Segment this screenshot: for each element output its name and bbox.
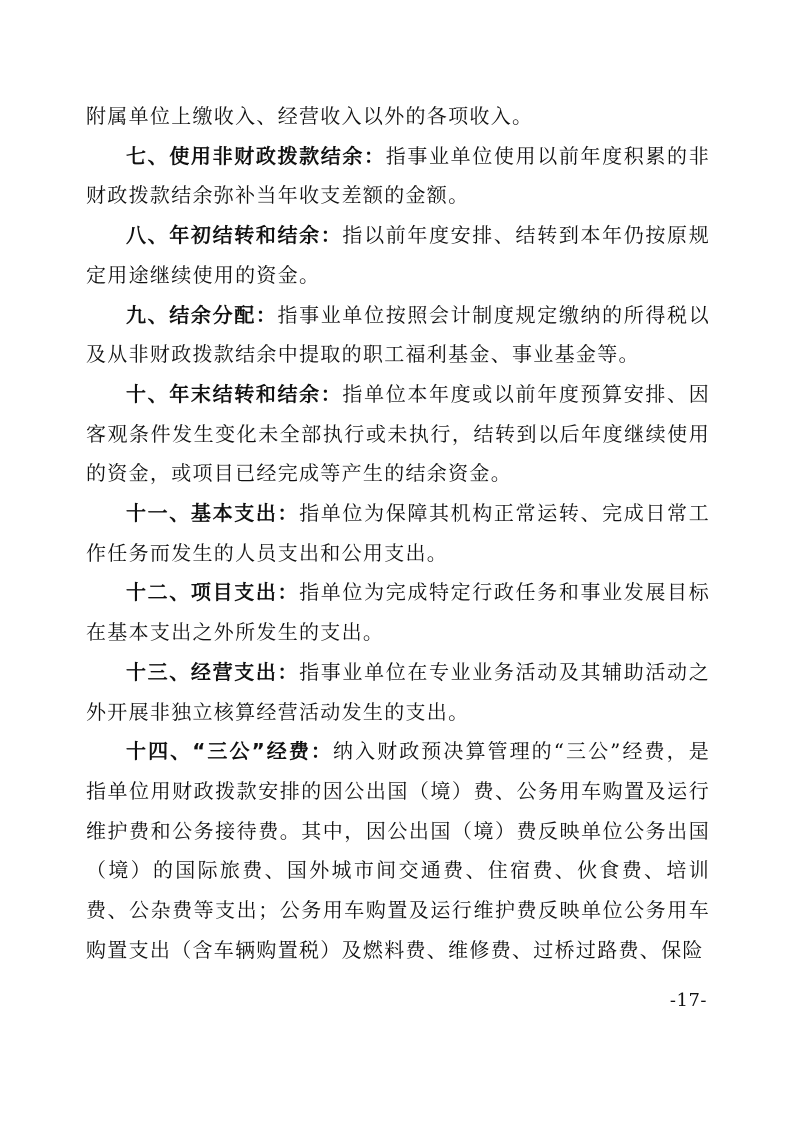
paragraph-term: 九、结余分配： — [126, 302, 278, 327]
paragraph-text: 指单位为保障其机构正常运转、完成日常工作任务而发生的人员支出和公用支出。 — [86, 501, 710, 565]
paragraph-14 — [86, 732, 710, 970]
paragraph-term: 十、年末结转和结余： — [126, 381, 343, 406]
paragraph-term: 十二、项目支出： — [126, 580, 300, 605]
paragraph-8 — [86, 216, 710, 295]
paragraph-term: 十三、经营支出： — [126, 659, 300, 684]
paragraph-text: 纳入财政预决算管理的“三公”经费，是指单位用财政拨款安排的因公出国（境）费、公务用车购置及运行维护费和公务接待费。其中，因公出国（境）费反映单位公务出国（境）的国际旅费、国外城市间交通费、住宿费、伙食费、培训费、公杂费等支出；公务用车购置及运行维护费反映单位公务用车购置支出（含车辆购置税）及燃料费、维修费、过桥过路费、保险 — [86, 739, 710, 962]
paragraph-text: 指事业单位按照会计制度规定缴纳的所得税以及从非财政拨款结余中提取的职工福利基金、事业基金等。 — [86, 302, 710, 367]
paragraph-9 — [86, 296, 710, 375]
paragraph-term: 十一、基本支出： — [126, 501, 300, 526]
body-text — [86, 97, 710, 970]
paragraph-term: 十四、“三公”经费： — [126, 739, 334, 764]
paragraph-12 — [86, 573, 710, 652]
paragraph-text: 指单位本年度或以前年度预算安排、因客观条件发生变化未全部执行或未执行，结转到以后年度继续使用的资金，或项目已经完成等产生的结余资金。 — [86, 381, 710, 486]
paragraph-term: 七、使用非财政拨款结余： — [126, 143, 386, 168]
paragraph-7 — [86, 137, 710, 216]
page-number: -17- — [669, 990, 707, 1011]
paragraph-text: 附属单位上缴收入、经营收入以外的各项收入。 — [86, 104, 534, 128]
paragraph-10 — [86, 375, 710, 494]
paragraph-text: 指单位为完成特定行政任务和事业发展目标在基本支出之外所发生的支出。 — [86, 580, 710, 645]
paragraph-11 — [86, 494, 710, 573]
paragraph-term: 八、年初结转和结余： — [126, 223, 343, 248]
paragraph-text: 指事业单位使用以前年度积累的非财政拨款结余弥补当年收支差额的金额。 — [86, 143, 710, 208]
paragraph-continuation — [86, 97, 710, 137]
paragraph-13 — [86, 653, 710, 732]
paragraph-text: 指以前年度安排、结转到本年仍按原规定用途继续使用的资金。 — [86, 223, 710, 287]
paragraph-text: 指事业单位在专业业务活动及其辅助活动之外开展非独立核算经营活动发生的支出。 — [86, 659, 710, 724]
